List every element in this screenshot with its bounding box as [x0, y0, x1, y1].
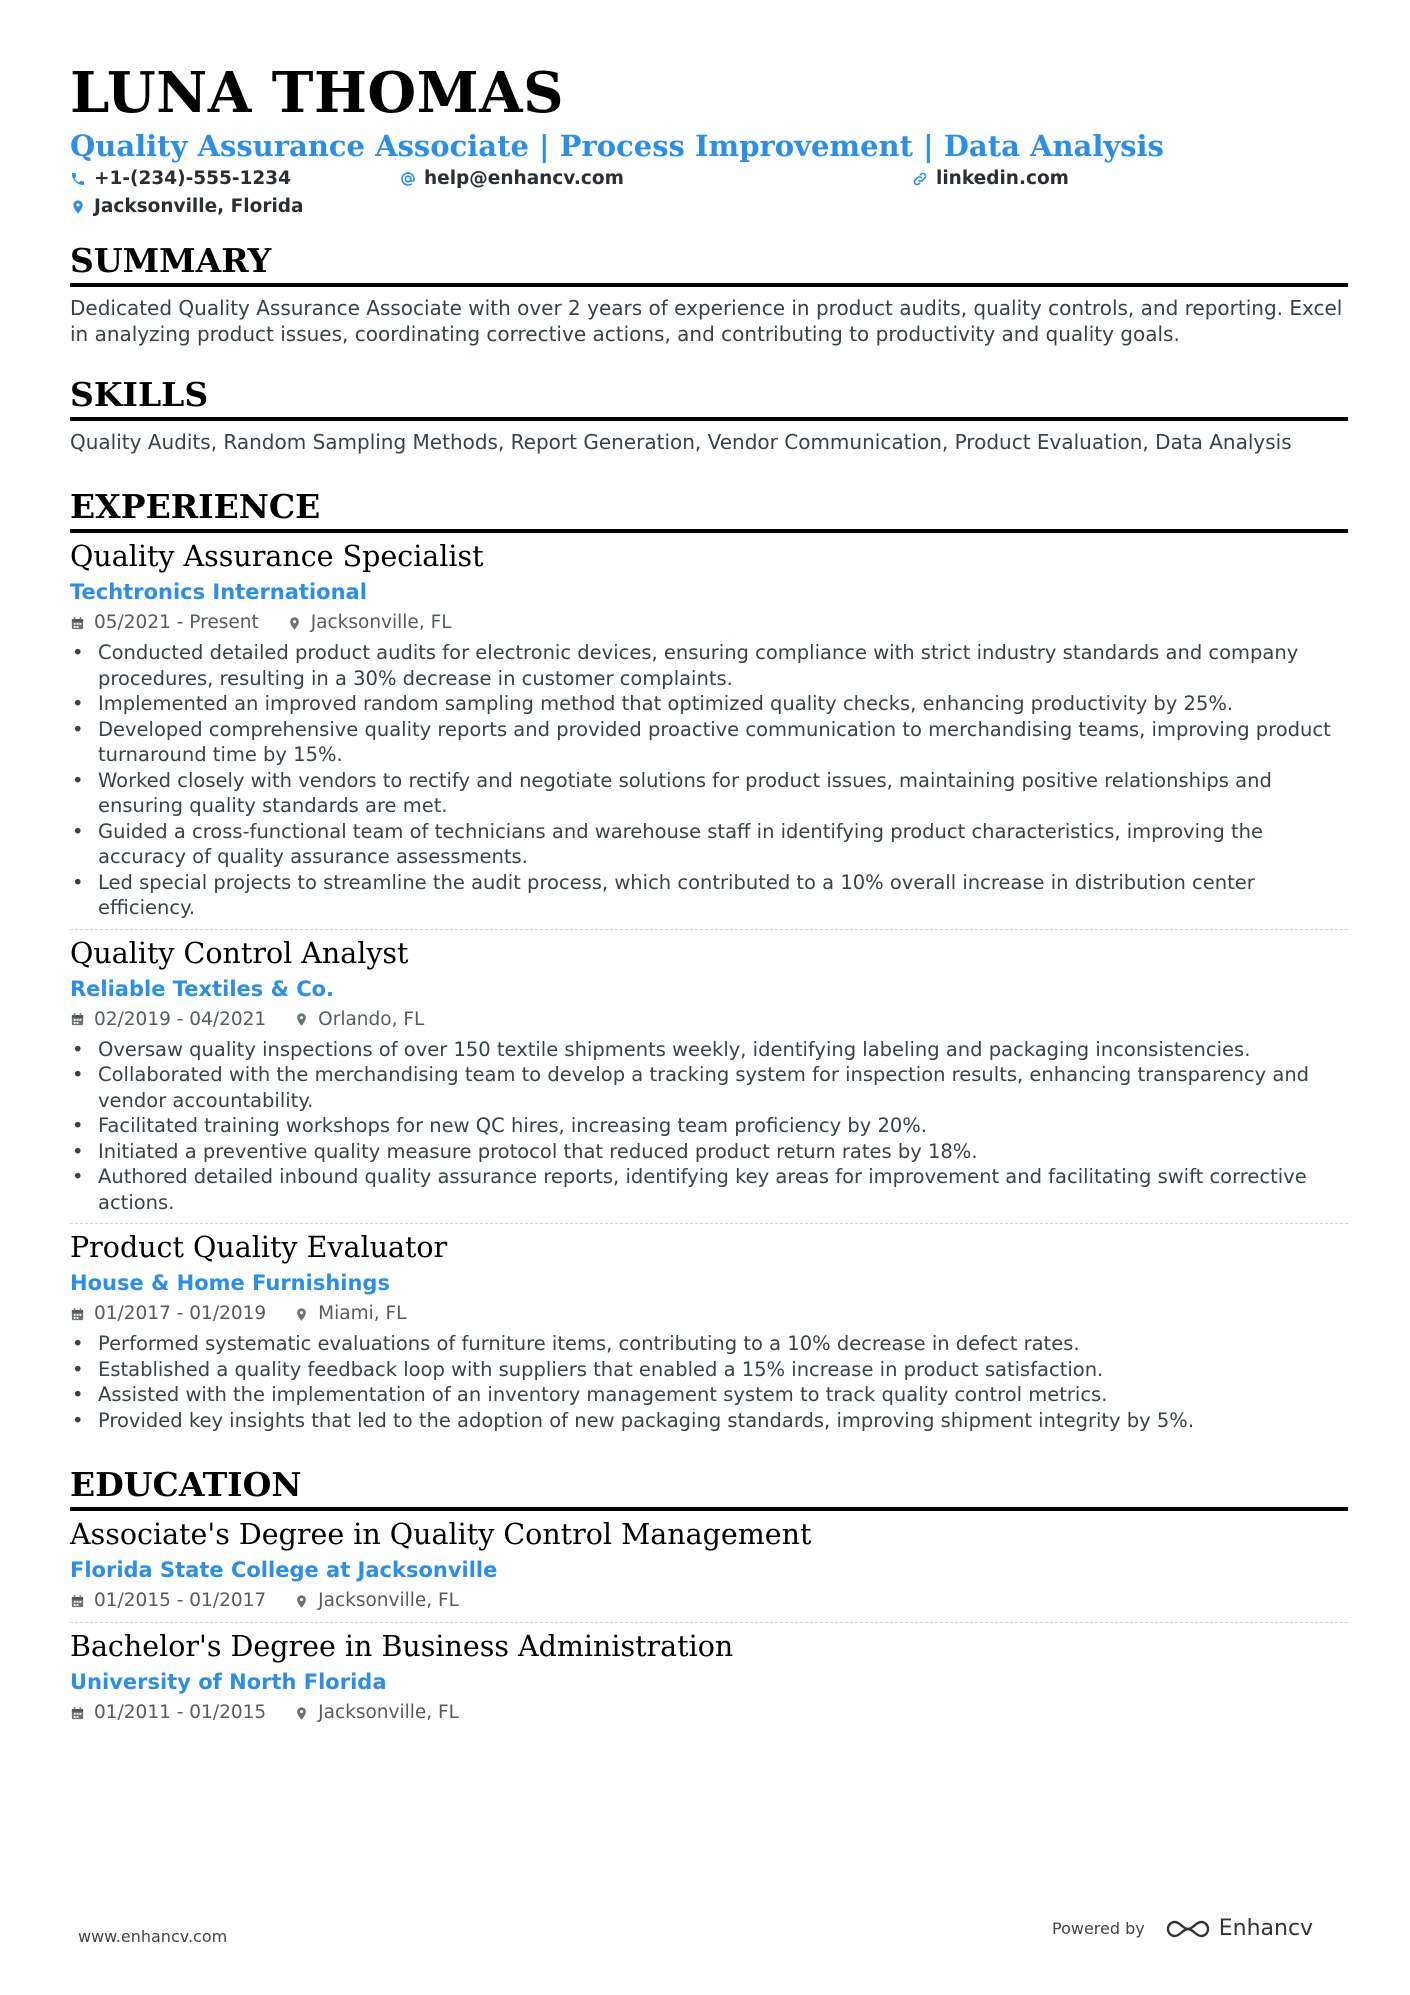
job-location-text: Orlando, FL	[318, 1008, 425, 1030]
list-item: • Led special projects to streamline the audit process, which contributed to a 10% overall increase in distribution center efficiency.	[70, 870, 1348, 921]
list-item: • Initiated a preventive quality measure protocol that reduced product return rates by 18%.	[70, 1139, 1348, 1165]
at-icon	[400, 171, 416, 187]
job-title: Quality Assurance Specialist	[70, 540, 484, 573]
education-title: EDUCATION	[70, 1465, 1348, 1511]
calendar-icon	[70, 1307, 85, 1322]
degree-title: Associate's Degree in Quality Control Management	[70, 1518, 812, 1551]
list-item: • Worked closely with vendors to rectify and negotiate solutions for product issues, maintaining positive relationships and ensuring quality standards are met.	[70, 768, 1348, 819]
calendar-icon	[70, 1706, 85, 1721]
list-item: • Authored detailed inbound quality assurance reports, identifying key areas for improvement and facilitating swift corrective actions.	[70, 1164, 1348, 1215]
location-pin-icon	[70, 199, 86, 215]
list-item: • Established a quality feedback loop with suppliers that enabled a 15% increase in product satisfaction.	[70, 1357, 1348, 1383]
job-dates-text: 05/2021 - Present	[94, 612, 259, 633]
skills-text: Quality Audits, Random Sampling Methods, Report Generation, Vendor Communication, Product Evaluation, Data Analysis	[70, 430, 1292, 454]
footer-website[interactable]: www.enhancv.com	[78, 1927, 228, 1946]
candidate-headline: Quality Assurance Associate | Process Improvement | Data Analysis	[70, 129, 1164, 163]
skills-section	[70, 375, 1348, 455]
location-pin-icon	[294, 1706, 309, 1721]
list-item: • Conducted detailed product audits for electronic devices, ensuring compliance with strict industry standards and company procedures, resulting in a 30% decrease in customer complaints.	[70, 640, 1348, 691]
list-item: • Collaborated with the merchandising team to develop a tracking system for inspection results, enhancing transparency and vendor accountability.	[70, 1062, 1348, 1113]
school-name: University of North Florida	[70, 1670, 387, 1694]
footer-branding	[1052, 1916, 1313, 1941]
job-dates	[70, 1007, 266, 1033]
company-name: Reliable Textiles & Co.	[70, 976, 335, 1001]
contact-location	[70, 196, 304, 217]
enhancv-logo-icon	[1165, 1918, 1211, 1940]
calendar-icon	[70, 1594, 85, 1609]
education-location	[294, 1588, 459, 1614]
contact-phone	[70, 168, 291, 189]
location-pin-icon	[294, 1594, 309, 1609]
location-pin-icon	[294, 1307, 309, 1322]
list-item: • Facilitated training workshops for new QC hires, increasing team proficiency by 20%.	[70, 1113, 1348, 1139]
school-name: Florida State College at Jacksonville	[70, 1558, 498, 1582]
job-meta	[70, 610, 1348, 636]
education-entry	[70, 1517, 1348, 1623]
education-section	[70, 1465, 1348, 1726]
entry-divider	[70, 1223, 1348, 1224]
job-dates-text: 01/2017 - 01/2019	[94, 1303, 267, 1324]
job-meta	[70, 1301, 1348, 1327]
education-location-text: Jacksonville, FL	[318, 1702, 459, 1723]
entry-divider	[70, 1622, 1348, 1623]
job-location	[294, 1301, 406, 1327]
education-dates	[70, 1700, 266, 1726]
contact-email[interactable]	[400, 168, 624, 189]
summary-section	[70, 241, 1348, 347]
powered-by-text: Powered by	[1052, 1919, 1145, 1938]
job-entry	[70, 1230, 1348, 1433]
list-item: • Implemented an improved random sampling method that optimized quality checks, enhancing productivity by 25%.	[70, 691, 1348, 717]
company-name: House & Home Furnishings	[70, 1271, 390, 1295]
job-entry	[70, 936, 1348, 1225]
location-pin-icon	[287, 616, 302, 631]
job-dates	[70, 1301, 266, 1327]
education-entry	[70, 1629, 1348, 1726]
calendar-icon	[70, 616, 85, 631]
brand-name: Enhancv	[1218, 1916, 1314, 1941]
job-bullets	[70, 640, 1348, 921]
location-pin-icon	[294, 1012, 309, 1027]
location-text: Jacksonville, Florida	[94, 196, 304, 217]
contact-info	[70, 168, 1348, 224]
job-title: Quality Control Analyst	[70, 936, 409, 970]
list-item: • Developed comprehensive quality reports and provided proactive communication to merchandising teams, improving product turnaround time by 15%.	[70, 717, 1348, 768]
job-dates-text: 02/2019 - 04/2021	[94, 1008, 267, 1030]
linkedin-text[interactable]: linkedin.com	[936, 168, 1069, 189]
resume-page	[70, 60, 1348, 1726]
job-location-text: Miami, FL	[318, 1303, 407, 1324]
contact-linkedin[interactable]	[912, 168, 1069, 189]
job-meta	[70, 1007, 1348, 1033]
experience-title: EXPERIENCE	[70, 487, 1348, 533]
enhancv-logo[interactable]	[1165, 1916, 1313, 1941]
job-bullets	[70, 1331, 1348, 1433]
list-item: • Guided a cross-functional team of technicians and warehouse staff in identifying product characteristics, improving the accuracy of quality assurance assessments.	[70, 819, 1348, 870]
education-dates-text: 01/2011 - 01/2015	[94, 1702, 267, 1723]
job-title: Product Quality Evaluator	[70, 1231, 448, 1264]
summary-title: SUMMARY	[70, 241, 1348, 287]
degree-title: Bachelor's Degree in Business Administration	[70, 1630, 734, 1663]
email-text[interactable]: help@enhancv.com	[424, 168, 624, 189]
job-dates	[70, 610, 259, 636]
education-location-text: Jacksonville, FL	[318, 1590, 459, 1611]
list-item: • Oversaw quality inspections of over 150 textile shipments weekly, identifying labeling and packaging inconsistencies.	[70, 1037, 1348, 1063]
education-meta	[70, 1588, 1348, 1614]
skills-title: SKILLS	[70, 375, 1348, 421]
education-dates-text: 01/2015 - 01/2017	[94, 1590, 267, 1611]
job-bullets	[70, 1037, 1348, 1216]
job-location-text: Jacksonville, FL	[310, 612, 452, 633]
education-location	[294, 1700, 459, 1726]
summary-text: Dedicated Quality Assurance Associate with over 2 years of experience in product audits, quality controls, and reporting. Excel in analyzing product issues, coordinating corrective actions, and contributing to productivity and quality goals.	[70, 296, 1343, 346]
phone-icon	[70, 171, 86, 187]
candidate-name: LUNA THOMAS	[70, 60, 565, 126]
job-entry	[70, 539, 1348, 930]
company-name: Techtronics International	[70, 580, 367, 604]
list-item: • Performed systematic evaluations of furniture items, contributing to a 10% decrease in defect rates.	[70, 1331, 1348, 1357]
phone-text: +1-(234)-555-1234	[94, 168, 292, 189]
link-icon	[912, 171, 928, 187]
experience-section	[70, 487, 1348, 1433]
education-dates	[70, 1588, 266, 1614]
entry-divider	[70, 929, 1348, 930]
list-item: • Assisted with the implementation of an inventory management system to track quality control metrics.	[70, 1382, 1348, 1408]
job-location	[294, 1007, 424, 1033]
job-location	[287, 610, 452, 636]
list-item: • Provided key insights that led to the adoption of new packaging standards, improving shipment integrity by 5%.	[70, 1408, 1348, 1434]
calendar-icon	[70, 1012, 85, 1027]
education-meta	[70, 1700, 1348, 1726]
